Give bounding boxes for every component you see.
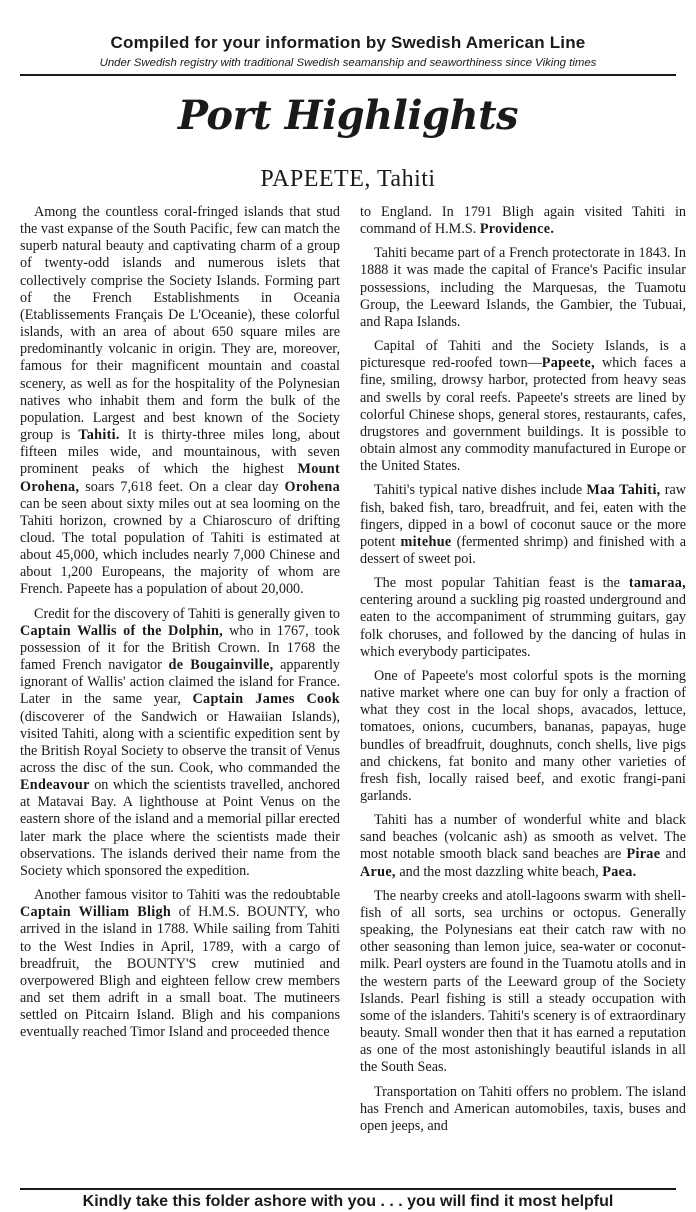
emphasis-text: Arue,: [360, 863, 396, 880]
body-text: Tahiti became part of a French protectorate in 1843. In 1888 it was made the capital of France's Pacific insular possessions, including the Marquesas, the Tuamotu Group, the Leeward Islands, the Gambier, the Tubuai, and Rapa Islands.: [360, 245, 686, 330]
article-paragraph: [20, 204, 340, 599]
body-text: apparently ignorant of Wallis' action claimed the island for France. Later in the same year,: [20, 657, 340, 708]
body-text: (discoverer of the Sandwich or Hawaiian Islands), visited Tahiti, along with a scientific expedition sent by the British Royal Society to observe the transit of Venus across the disc of the sun. Cook, who commanded the: [20, 708, 340, 776]
body-text: of H.M.S. BOUNTY, who arrived in the island in 1788. While sailing from Tahiti to the West Indies in April, 1789, with a cargo of breadfruit, the BOUNTY'S crew mutinied and overpowered Bligh and eighteen fellow crew members and set them adrift in a small boat. The mutineers settled on Pitcairn Island. Bligh and his companions eventually reached Timor Island and proceeded thence: [20, 904, 340, 1041]
article-paragraph: [360, 1084, 686, 1135]
article-paragraph: [360, 204, 686, 238]
emphasis-text: Providence.: [479, 221, 555, 238]
header-subtitle: Under Swedish registry with traditional Swedish seamanship and seaworthiness since Viking times: [99, 57, 597, 69]
emphasis-text: mitehue: [400, 533, 452, 550]
body-text: and the most dazzling white beach,: [395, 863, 603, 880]
right-column: [360, 204, 686, 1192]
emphasis-text: Papeete,: [541, 355, 595, 372]
page-header: [20, 32, 676, 71]
emphasis-text: Pirae: [626, 846, 661, 863]
header-title: Compiled for your information by Swedish American Line: [110, 33, 586, 52]
body-text: which faces a fine, smiling, drowsy harbor, protected from heavy seas and swells by coral reefs. Papeete's streets are lined by colorful Chinese shops, general stores, restaurants, cafes, drugstores and government buildings. It is possible to obtain almost any commodity manufactured in Europe or the United States.: [360, 355, 686, 475]
article-paragraph: [360, 245, 686, 331]
emphasis-text: de Bougainville,: [168, 657, 274, 674]
emphasis-text: Tahiti.: [78, 427, 120, 444]
bottom-rule: [20, 1188, 676, 1190]
body-text: Tahiti has a number of wonderful white and black sand beaches (volcanic ash) as smooth as velvet. The most notable smooth black sand beaches are: [360, 812, 686, 863]
body-text: can be seen about sixty miles out at sea looming on the Tahiti horizon, crowned by a Chiaroscuro of drifting cloud. The total population of Tahiti is estimated at about 45,000, which includes nearly 7,000 Chinese and about 1,200 Europeans, the majority of whom are French. Papeete has a population of about 20,000.: [20, 495, 340, 598]
emphasis-text: Paea.: [602, 863, 637, 880]
emphasis-text: Maa Tahiti,: [586, 482, 661, 499]
body-text: soars 7,618 feet. On a clear day: [79, 478, 285, 495]
emphasis-text: Mount Orohena,: [20, 461, 340, 495]
body-text: on which the scientists travelled, anchored at Matavai Bay. A lighthouse at Point Venus on the eastern shore of the island and a memorial pillar erected later mark the place where the scientists made their observations. The islands derived their name from the Society which sponsored the expedition.: [20, 777, 340, 879]
body-text: Transportation on Tahiti offers no problem. The island has French and American automobiles, taxis, buses and open jeeps, and: [360, 1083, 686, 1134]
article-paragraph: [20, 887, 340, 1041]
body-text: and: [660, 846, 686, 863]
emphasis-text: Captain James Cook: [192, 691, 340, 708]
article-paragraph: [360, 575, 686, 661]
footer-note: Kindly take this folder ashore with you . . . you will find it most helpful: [82, 1193, 614, 1210]
emphasis-text: tamaraa,: [628, 575, 686, 592]
body-text: The nearby creeks and atoll-lagoons swarm with shell-fish of all sorts, sea urchins or octopus. Generally speaking, the Polynesians eat their catch raw with no other seasoning than lemon juice, sea-water or coconut-milk. Pearl oysters are found in the Tuamotu atolls and in the western parts of the Leeward group of the Society Islands. Pearl fishing is still a steady occupation with some of the islanders. Tahiti's scenery is of extraordinary beauty. Small wonder then that it has earned a reputation as one of the most astonishingly beautiful islands in all the South Seas.: [360, 887, 686, 1076]
body-text: The most popular Tahitian feast is the: [374, 575, 629, 592]
left-column: [20, 204, 340, 1192]
body-text: Among the countless coral-fringed islands that stud the vast expanse of the South Pacific, few can match the superb natural beauty and captivating charm of a group of twenty-odd islands and numerous islets that collectively comprise the Society Islands. Forming part of the French Establishments in Oceania (Etablissements Français De L'Oceanie), these colorful islands, with an area of about 650 square miles are predominantly volcanic in origin. They are, moreover, famous for their magnificent mountain and coastal scenery, as well as for the hospitality of the Polynesian natives who inhabit them and form the bulk of the population. Largest and best known of the Society group is: [20, 204, 340, 444]
body-text: It is thirty-three miles long, about fifteen miles wide, and mountainous, with seven prominent peaks of which the highest: [20, 427, 340, 478]
body-text: Another famous visitor to Tahiti was the redoubtable: [34, 887, 340, 904]
body-text: raw fish, baked fish, taro, breadfruit, and fei, eaten with the fingers, dipped in a bowl of coconut sauce or the more potent: [360, 482, 686, 550]
body-text: to England. In 1791 Bligh again visited Tahiti in command of H.M.S.: [360, 204, 686, 238]
article-paragraph: [20, 606, 340, 881]
body-text: who in 1767, took possession of it for the British Crown. In 1768 the famed French navigator: [20, 622, 340, 674]
emphasis-text: Endeavour: [20, 777, 90, 794]
body-text: (fermented shrimp) and finished with a dessert of sweet poi.: [360, 533, 686, 567]
masthead-title: Port Highlights: [177, 92, 519, 139]
emphasis-text: Captain Wallis of the Dolphin,: [20, 622, 224, 639]
body-text: Tahiti's typical native dishes include: [374, 482, 587, 499]
article-paragraph: [360, 668, 686, 805]
article-paragraph: [360, 482, 686, 568]
place-title: PAPEETE, Tahiti: [260, 166, 436, 192]
body-text: One of Papeete's most colorful spots is the morning native market where one can buy for only a fraction of what they cost in the local shops, avacados, lettuce, tomatoes, onions, cucumbers, bananas, papayas, huge bundles of breadfruit, doughnuts, conch shells, live pigs and chickens, fat bonito and many other varieties of fresh fish, locally raised beef, and exotic frangi-pani garlands.: [360, 667, 686, 804]
article-paragraph: [360, 888, 686, 1077]
emphasis-text: Captain William Bligh: [20, 904, 172, 921]
emphasis-text: Orohena: [284, 478, 340, 495]
body-text: Credit for the discovery of Tahiti is generally given to: [34, 605, 340, 622]
body-text: Capital of Tahiti and the Society Islands, is a picturesque red-roofed town—: [360, 338, 686, 372]
article-paragraph: [360, 812, 686, 881]
body-text: centering around a suckling pig roasted underground and eaten to the accompaniment of strumming guitars, gay folk choruses, and followed by the dancing of hulas in which everybody participates.: [360, 592, 686, 660]
top-rule: [20, 74, 676, 76]
article-paragraph: [360, 338, 686, 475]
